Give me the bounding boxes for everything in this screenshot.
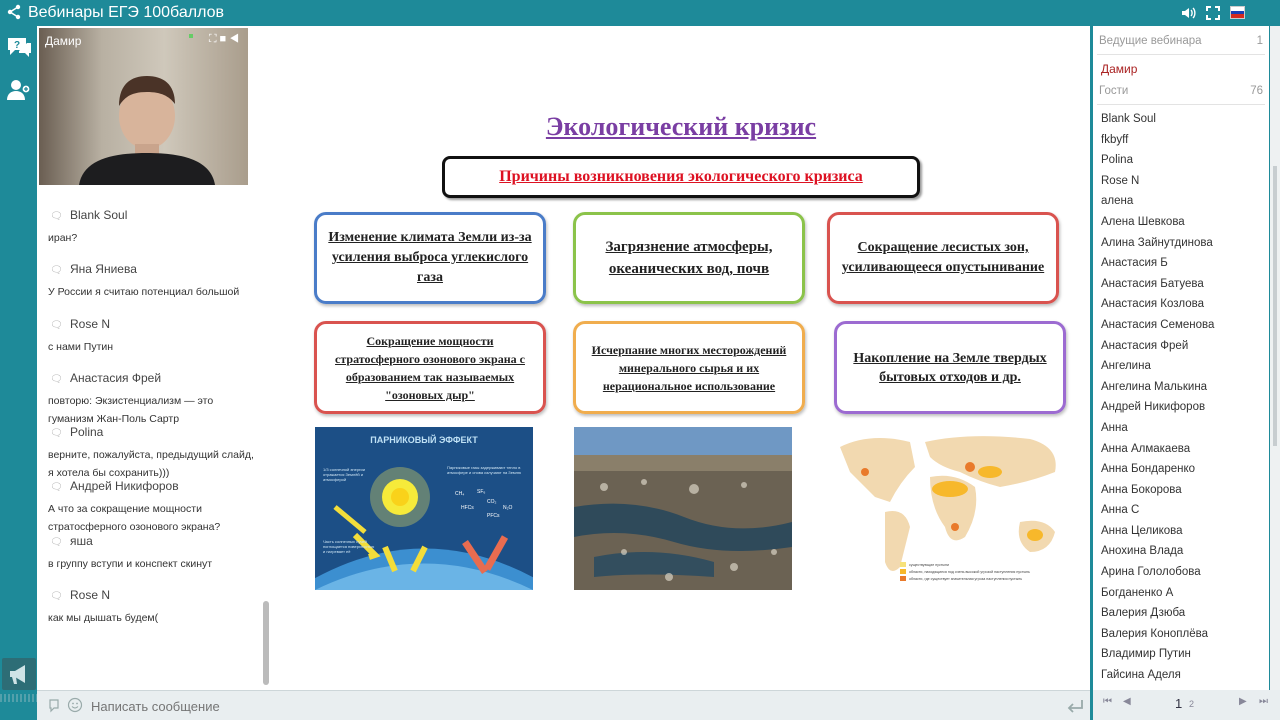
guests-header	[1099, 85, 1263, 97]
guest-item[interactable]: Анна Бондаренко	[1101, 463, 1196, 476]
guest-item[interactable]: Владимир Путин	[1101, 648, 1191, 661]
message-author: яша	[70, 533, 93, 548]
slide-title: Экологический кризис	[545, 112, 817, 141]
greenhouse-effect-illustration	[315, 427, 533, 590]
cause-box: Сокращение лесистых зон, усиливающееся опустынивание	[827, 212, 1059, 304]
infographic-note: Часть солнечных лучей поглощается поверхностью и нагревает её	[323, 539, 375, 554]
prev-page-icon[interactable]: ◀	[1123, 696, 1131, 707]
message-author: Rose N	[70, 588, 111, 603]
guest-item[interactable]: Валерия Коноплёва	[1101, 627, 1208, 640]
chat-message	[37, 419, 262, 480]
map-legend-item: существующие пустыни	[909, 563, 949, 567]
message-text: верните, пожалуйста, предыдущий слайд, я хотела бы сохранить)))	[48, 449, 254, 480]
next-page-number[interactable]: 2	[1189, 699, 1195, 709]
svg-text:?: ?	[13, 40, 21, 51]
scrollbar-track[interactable]	[1272, 26, 1278, 690]
camera-icon[interactable]: ■	[219, 33, 230, 45]
guest-item[interactable]: Анастасия Козлова	[1101, 298, 1205, 311]
message-icon: 🗨	[50, 428, 63, 440]
message-icon: 🗨	[50, 211, 63, 222]
guest-item[interactable]: Polina	[1101, 154, 1133, 167]
guest-item[interactable]: Анастасия Батуева	[1101, 277, 1204, 290]
message-icon: 🗨	[50, 482, 63, 494]
megaphone-icon	[2, 658, 36, 690]
cause-box: Исчерпание многих месторождений минерального сырья и их нерациональное использование	[573, 321, 805, 414]
guest-item[interactable]: Анна Целикова	[1101, 524, 1183, 537]
infographic-title: ПАРНИКОВЫЙ ЭФФЕКТ	[370, 435, 478, 445]
cause-box: Изменение климата Земли из-за усиления выброса углекислого газа	[314, 212, 546, 304]
guest-item[interactable]: Ангелина Малькина	[1101, 380, 1208, 393]
chat-message	[37, 311, 262, 365]
infographic-note: Парниковые газы задерживают тепло в атмосфере и снова излучают на Землю	[447, 465, 522, 475]
polluted-shore-illustration	[574, 427, 792, 590]
message-author: Яна Яниева	[70, 262, 137, 277]
gas-label: PFCs	[487, 513, 500, 519]
guest-item[interactable]: Анна Алмакаева	[1101, 442, 1191, 455]
message-author: Blank Soul	[70, 208, 128, 222]
guests-count: 76	[1250, 85, 1263, 97]
chat-panel	[37, 26, 272, 690]
guest-item[interactable]: Алина Зайнутдинова	[1101, 236, 1213, 249]
guest-item[interactable]: Анастасия Семенова	[1101, 318, 1215, 331]
participants-pager	[1093, 690, 1280, 720]
left-rail	[0, 26, 37, 720]
announcement-button[interactable]	[2, 658, 36, 690]
guest-item[interactable]: Blank Soul	[1101, 113, 1156, 125]
volume-icon[interactable]	[1180, 5, 1196, 21]
map-legend	[909, 562, 1069, 583]
host-name[interactable]: Дамир	[1101, 62, 1138, 76]
guest-item[interactable]: Ангелина	[1101, 360, 1151, 373]
divider	[1097, 54, 1265, 55]
message-input[interactable]	[91, 695, 1051, 717]
presenter-name: Дамир	[45, 34, 82, 48]
chat-message	[37, 528, 262, 582]
hosts-label: Ведущие вебинара	[1099, 35, 1202, 47]
guest-item[interactable]: Rose N	[1101, 174, 1140, 187]
desertification-map	[830, 427, 1072, 590]
chat-scrollbar[interactable]	[263, 601, 269, 685]
guest-item[interactable]: Анастасия Б	[1101, 257, 1168, 270]
guest-item[interactable]: Богданенко А	[1101, 586, 1174, 599]
title-bar	[0, 0, 1280, 26]
greenhouse-effect-image	[315, 427, 533, 590]
message-text: А что за сокращение мощности стратосферного озонового экрана?	[48, 503, 221, 534]
questions-icon[interactable]	[5, 34, 33, 62]
chat-message	[37, 582, 262, 636]
current-page[interactable]: 1	[1175, 696, 1183, 711]
guest-item[interactable]: Анастасия Фрей	[1101, 339, 1189, 352]
fullscreen-icon[interactable]	[1205, 5, 1221, 21]
map-legend-item: области, где существует значительная угроза наступления пустынь	[909, 577, 1023, 581]
chat-message	[37, 473, 262, 534]
message-author: Rose N	[70, 316, 111, 331]
message-icon: 🗨	[50, 319, 63, 331]
message-author: Анастасия Фрей	[70, 370, 162, 385]
attach-icon[interactable]	[47, 697, 61, 713]
last-page-icon[interactable]: ⏭	[1259, 696, 1268, 707]
guest-item[interactable]: Андрей Никифоров	[1101, 401, 1206, 414]
live-indicator	[189, 34, 193, 38]
guest-item[interactable]: fkbyff	[1101, 133, 1129, 146]
chat-message	[37, 202, 262, 256]
share-icon[interactable]	[6, 4, 22, 20]
webinar-title: Вебинары ЕГЭ 100баллов	[28, 4, 224, 21]
guest-item[interactable]: Гайсина Аделя	[1101, 669, 1181, 682]
chat-messages[interactable]	[37, 202, 262, 686]
message-icon: 🗨	[50, 591, 63, 603]
map-legend-item: области, находящиеся под очень высокой угрозой наступления пустынь	[909, 570, 1030, 574]
gas-label: HFCs	[461, 505, 474, 511]
guest-item[interactable]: Анна Бокорова	[1101, 483, 1182, 496]
participants-panel	[1093, 26, 1269, 690]
slide-subtitle: Причины возникновения экологического кризиса	[442, 156, 920, 198]
guest-item[interactable]: Валерия Дзюба	[1101, 607, 1186, 620]
presenter-video[interactable]	[39, 28, 248, 185]
message-icon: 🗨	[50, 536, 63, 548]
guest-item[interactable]: Арина Гололобова	[1101, 566, 1201, 579]
participants-icon[interactable]	[5, 76, 33, 104]
gas-label: CO₂	[487, 499, 497, 505]
message-text: иран?	[48, 232, 78, 244]
cause-box: Сокращение мощности стратосферного озонового экрана с образованием так называемых "озоновых дыр"	[314, 321, 546, 414]
guest-item[interactable]: Анна	[1101, 421, 1128, 434]
cause-box: Накопление на Земле твердых бытовых отходов и др.	[834, 321, 1066, 414]
language-flag-icon[interactable]	[1230, 6, 1245, 19]
chat-message	[37, 256, 262, 310]
message-text: как мы дышать будем(	[48, 612, 159, 625]
message-text: повторю: Экзистенциализм — это гуманизм Жан-Поль Сартр	[48, 394, 214, 425]
message-text: У России я считаю потенциал большой	[48, 286, 240, 299]
hosts-count: 1	[1256, 35, 1263, 47]
hosts-header	[1099, 35, 1263, 47]
send-icon[interactable]	[1065, 697, 1085, 715]
first-page-icon[interactable]: ⏮	[1103, 696, 1112, 707]
next-page-icon[interactable]: ▶	[1239, 696, 1247, 707]
message-text: в группу вступи и конспект скинут	[48, 557, 213, 570]
guest-item[interactable]: Алена Шевкова	[1101, 215, 1185, 228]
presentation-slide	[272, 26, 1090, 690]
resize-handle[interactable]	[0, 694, 37, 702]
cause-box: Загрязнение атмосферы, океанических вод, почв	[573, 212, 805, 304]
message-author: Андрей Никифоров	[70, 479, 179, 494]
pollution-photo	[574, 427, 792, 590]
video-controls[interactable]	[209, 33, 242, 46]
video-fullscreen-icon[interactable]: ⛶	[208, 33, 220, 45]
presenter-figure	[69, 58, 219, 185]
guest-item[interactable]: Анохина Влада	[1101, 545, 1184, 558]
gas-label: SF₆	[477, 489, 486, 495]
gas-label: CH₄	[455, 491, 465, 497]
participants-scrollbar[interactable]	[1270, 26, 1280, 690]
guests-label: Гости	[1099, 85, 1129, 97]
speaker-icon[interactable]: ◀	[229, 33, 242, 45]
chat-message	[37, 365, 262, 425]
message-composer	[37, 690, 1090, 720]
message-author: Polina	[70, 425, 104, 440]
guest-item[interactable]: алена	[1101, 195, 1134, 208]
message-icon: 🗨	[50, 373, 63, 385]
divider	[1097, 104, 1265, 105]
infographic-note: 1/3 солнечной энергии отражается Землёй и атмосферой	[323, 467, 365, 482]
guest-list	[1101, 112, 1261, 689]
guest-item[interactable]: Анна С	[1101, 504, 1140, 517]
message-icon: 🗨	[50, 265, 63, 277]
emoji-icon[interactable]	[67, 697, 83, 713]
message-text: с нами Путин	[48, 340, 114, 353]
gas-label: N₂O	[503, 505, 513, 511]
